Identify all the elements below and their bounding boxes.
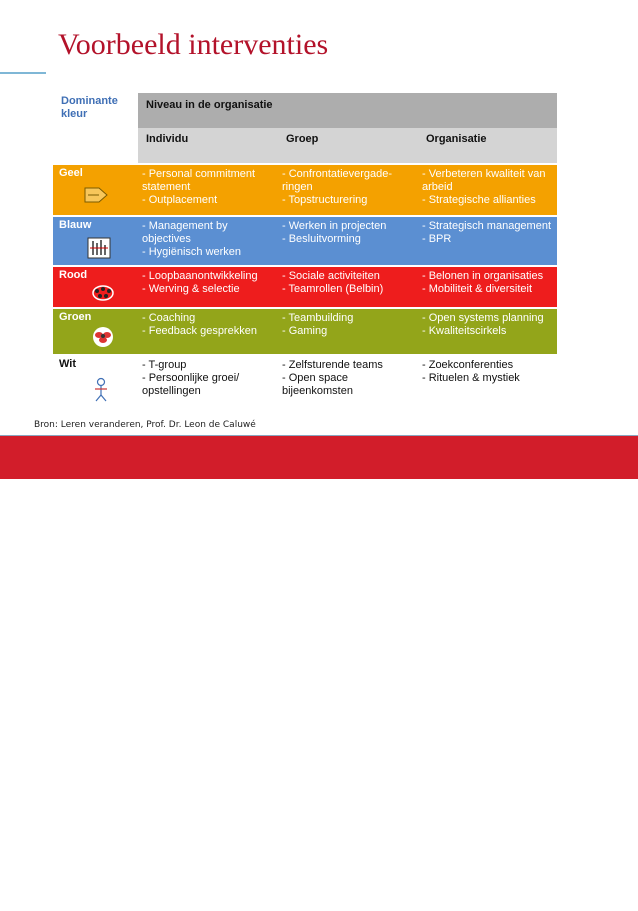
list-item: - Zoekconferenties bbox=[422, 359, 514, 371]
list-item: - Coaching bbox=[142, 312, 196, 324]
list-item: - Kwaliteitscirkels bbox=[422, 325, 507, 337]
list-item: - Sociale activiteiten bbox=[282, 270, 380, 282]
list-item: arbeid bbox=[422, 181, 453, 193]
header-dominant-label: Dominante kleur bbox=[61, 95, 118, 120]
list-item: ringen bbox=[282, 181, 313, 193]
list-item: - Zelfsturende teams bbox=[282, 359, 383, 371]
people-circle-icon bbox=[91, 283, 115, 303]
source-citation: Bron: Leren veranderen, Prof. Dr. Leon de Caluwé bbox=[34, 420, 256, 430]
row-groen bbox=[53, 309, 557, 354]
footer-bar bbox=[0, 436, 638, 910]
list-item: - BPR bbox=[422, 233, 452, 245]
list-item: opstellingen bbox=[142, 385, 201, 397]
header-dominant-color bbox=[53, 93, 138, 163]
list-item: - Strategisch management bbox=[422, 220, 552, 232]
slide-title: Voorbeeld interventies bbox=[58, 28, 329, 61]
list-item: - Gaming bbox=[282, 325, 328, 337]
list-item: - Mobiliteit & diversiteit bbox=[422, 283, 533, 295]
list-item: - Open space bbox=[282, 372, 349, 384]
flower-icon bbox=[91, 326, 115, 348]
tias-logo: TIAS bbox=[536, 880, 604, 910]
list-item: - Werving & selectie bbox=[142, 283, 240, 295]
list-item: - T-group bbox=[142, 359, 187, 371]
header-niveau-label: Niveau in de organisatie bbox=[146, 99, 273, 111]
accent-line bbox=[0, 72, 46, 74]
list-item: - Hygiënisch werken bbox=[142, 246, 242, 258]
header-individu: Individu bbox=[146, 133, 189, 145]
list-item: - Verbeteren kwaliteit van bbox=[422, 168, 546, 180]
list-item: - Besluitvorming bbox=[282, 233, 361, 245]
header-levels bbox=[138, 128, 557, 163]
list-item: - Topstructurering bbox=[282, 194, 368, 206]
row-wit bbox=[53, 356, 557, 406]
list-item: - Loopbaanontwikkeling bbox=[142, 270, 258, 282]
list-item: objectives bbox=[142, 233, 191, 245]
row-geel bbox=[53, 165, 557, 215]
list-item: - Belonen in organisaties bbox=[422, 270, 544, 282]
row-label: Rood bbox=[59, 269, 88, 281]
list-item: - Strategische allianties bbox=[422, 194, 536, 206]
list-item: - Management by bbox=[142, 220, 228, 232]
list-item: - Teambuilding bbox=[282, 312, 354, 324]
row-label: Blauw bbox=[59, 219, 92, 231]
list-item: - Open systems planning bbox=[422, 312, 544, 324]
row-blauw bbox=[53, 217, 557, 265]
row-label: Wit bbox=[59, 358, 77, 370]
list-item: - Persoonlijke groei/ bbox=[142, 372, 240, 384]
header-groep: Groep bbox=[286, 133, 319, 145]
list-item: bijeenkomsten bbox=[282, 385, 353, 397]
row-rood bbox=[53, 267, 557, 307]
row-label: Groen bbox=[59, 311, 92, 323]
list-item: - Teamrollen (Belbin) bbox=[282, 283, 384, 295]
list-item: - Personal commitment bbox=[142, 168, 256, 180]
row-label: Geel bbox=[59, 167, 83, 179]
header-niveau bbox=[138, 93, 557, 128]
arrow-icon bbox=[83, 185, 109, 205]
figure-icon bbox=[91, 376, 111, 402]
chart-icon bbox=[87, 237, 111, 259]
list-item: - Outplacement bbox=[142, 194, 218, 206]
list-item: - Confrontatievergade- bbox=[282, 168, 393, 180]
list-item: statement bbox=[142, 181, 191, 193]
list-item: - Feedback gesprekken bbox=[142, 325, 257, 337]
list-item: - Werken in projecten bbox=[282, 220, 387, 232]
header-organisatie: Organisatie bbox=[426, 133, 487, 145]
list-item: - Rituelen & mystiek bbox=[422, 372, 520, 384]
